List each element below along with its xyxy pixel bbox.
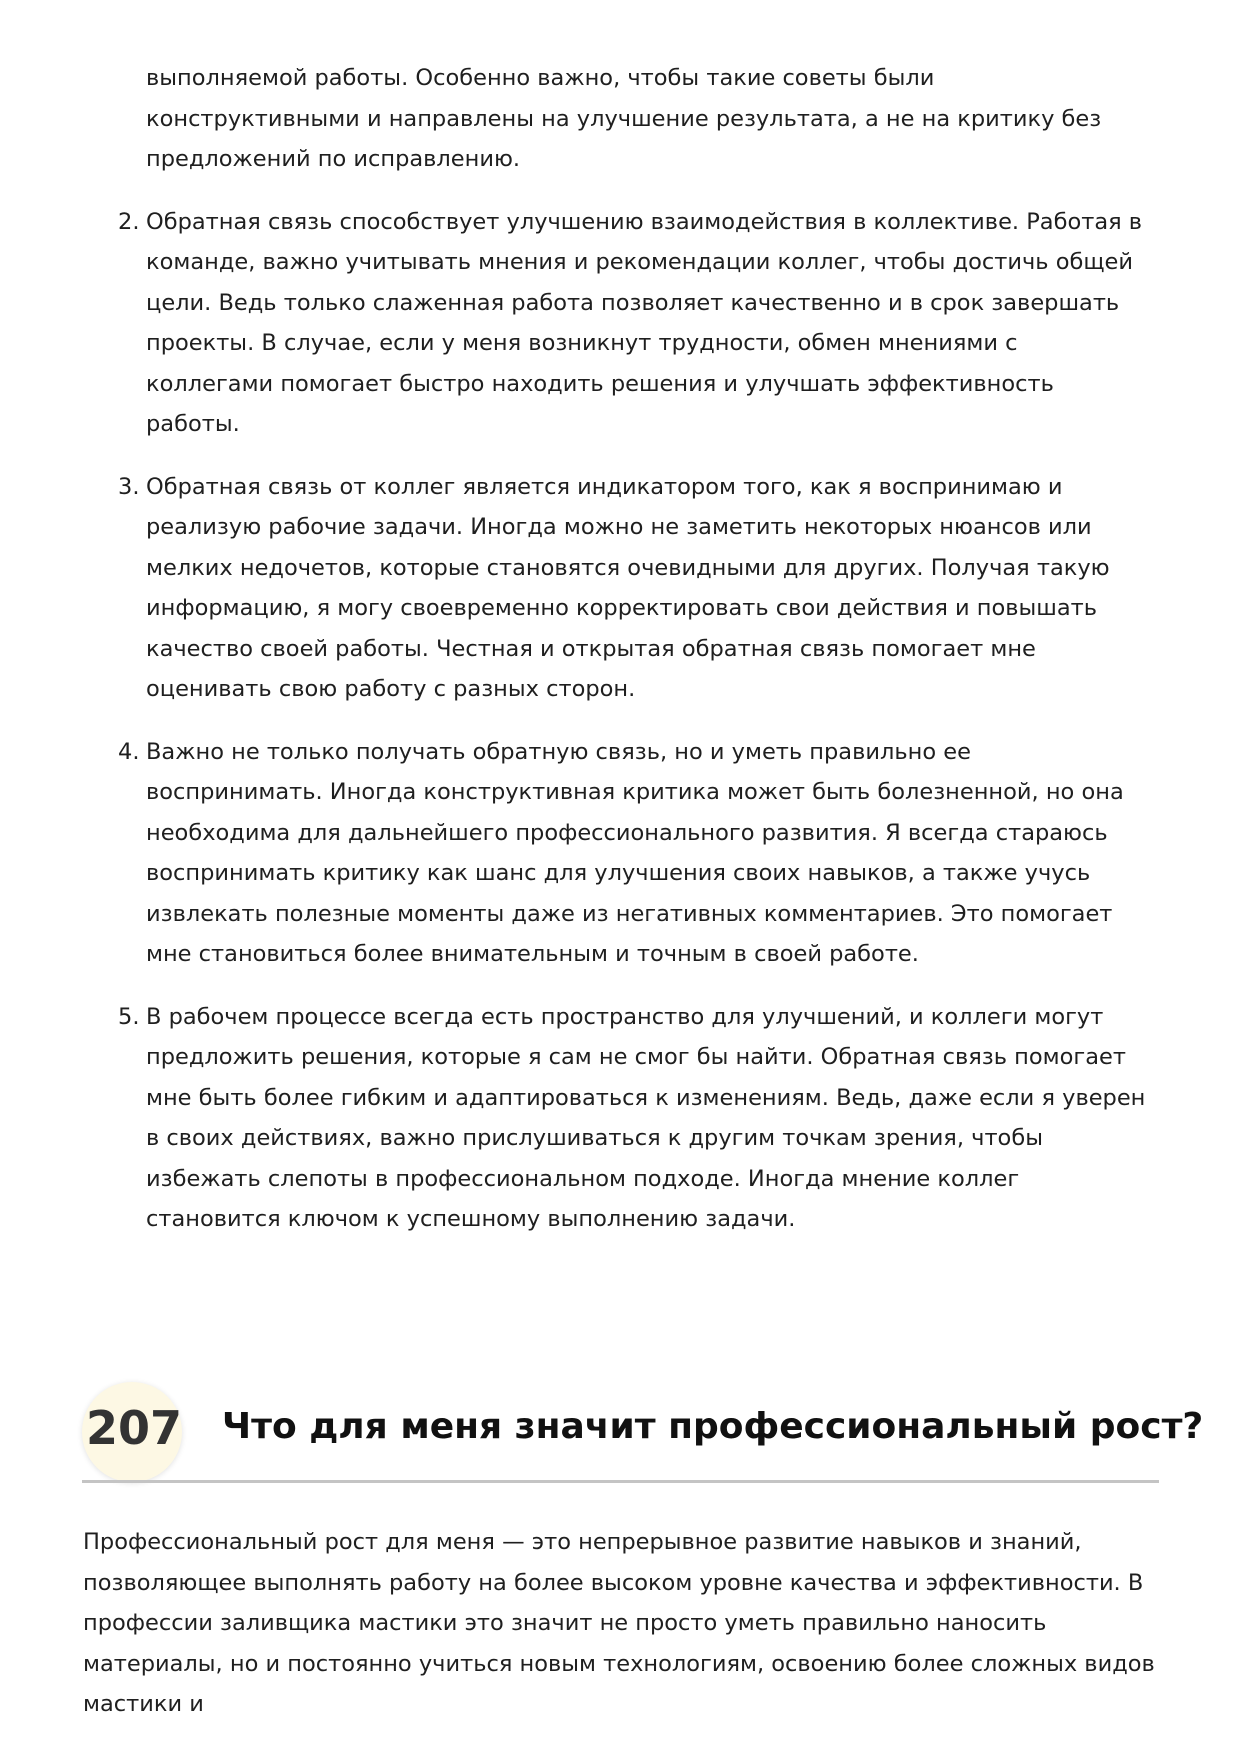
list-item-text: Обратная связь способствует улучшению взаимодействия в коллективе. Работая в команде, важно учитывать мнения и рекомендации коллег, чтобы достичь общей цели. Ведь только слаженная работа позволяет качественно и в срок завершать проекты. В случае, если у меня возникнут трудности, обмен мнениями с коллегами помогает быстро находить решения и улучшать эффективность работы. (146, 208, 1143, 437)
section-number: 207 (86, 1401, 183, 1455)
list-item-2 (118, 202, 1146, 445)
list-item-text: Обратная связь от коллег является индикатором того, как я воспринимаю и реализую рабочие задачи. Иногда можно не заметить некоторых нюансов или мелких недочетов, которые становятся очевидными для других. Получая такую информацию, я могу своевременно корректировать свои действия и повышать качество своей работы. Честная и открытая обратная связь помогает мне оценивать свою работу с разных сторон. (146, 473, 1110, 702)
list-item-number: 4. (118, 738, 140, 765)
list-item-number: 5. (118, 1003, 140, 1030)
list-item-continuation (146, 58, 1146, 180)
section-title: Что для меня значит профессиональный рост? (222, 1406, 1204, 1447)
list-item-5 (118, 997, 1146, 1240)
list-item-text: Важно не только получать обратную связь, но и уметь правильно ее воспринимать. Иногда конструктивная критика может быть болезненной, но она необходима для дальнейшего профессионального развития. Я всегда стараюсь воспринимать критику как шанс для улучшения своих навыков, а также учусь извлекать полезные моменты даже из негативных комментариев. Это помогает мне становиться более внимательным и точным в своей работе. (146, 738, 1124, 967)
list-item-text: В рабочем процессе всегда есть пространство для улучшений, и коллеги могут предложить решения, которые я сам не смог бы найти. Обратная связь помогает мне быть более гибким и адаптироваться к изменениям. Ведь, даже если я уверен в своих действиях, важно прислушиваться к другим точкам зрения, чтобы избежать слепоты в профессиональном подходе. Иногда мнение коллег становится ключом к успешному выполнению задачи. (146, 1003, 1146, 1232)
numbered-list (118, 58, 1146, 1262)
section-paragraph: Профессиональный рост для меня — это непрерывное развитие навыков и знаний, позволяющее выполнять работу на более высоком уровне качества и эффективности. В профессии заливщика мастики это значит не просто уметь правильно наносить материалы, но и постоянно учиться новым технологиям, освоению более сложных видов мастики и (83, 1529, 1155, 1717)
section-divider (82, 1480, 1159, 1483)
list-item-3 (118, 467, 1146, 710)
list-item-number: 3. (118, 473, 140, 500)
list-item-text: выполняемой работы. Особенно важно, чтобы такие советы были конструктивными и направлены на улучшение результата, а не на критику без предложений по исправлению. (146, 65, 1102, 172)
list-item-4 (118, 732, 1146, 975)
list-item-number: 2. (118, 208, 140, 235)
section-header (82, 1374, 1204, 1482)
